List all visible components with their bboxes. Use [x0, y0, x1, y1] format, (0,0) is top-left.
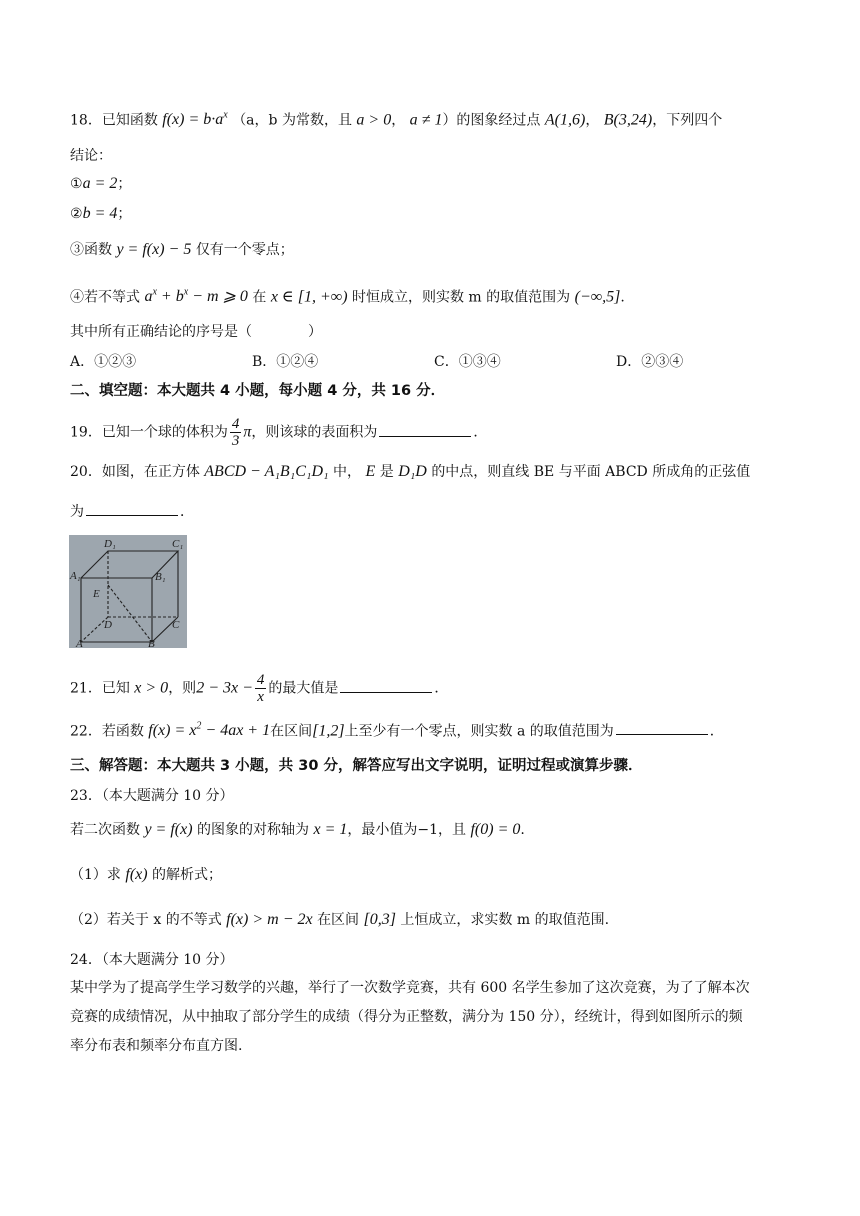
q18-c4-text: ④若不等式 — [70, 289, 140, 306]
q18-c4-inequality: $a^x + b^x - m$ ⩾ 0 — [144, 287, 248, 306]
q24-line2: 竞赛的成绩情况，从中抽取了部分学生的成绩（得分为正整数，满分为 150 分），经统计，得到如图所示的频 — [70, 1009, 743, 1025]
q21 — [70, 672, 448, 705]
q19-answer-blank[interactable] — [379, 422, 471, 437]
q23-math: f(0) = 0 — [470, 821, 521, 838]
q18-point-b: B(3,24) — [603, 111, 653, 129]
q21-condition: x > 0 — [134, 679, 169, 697]
q23-math: x = 1 — [313, 821, 348, 838]
q21-text: 21．已知 — [70, 680, 130, 697]
q23-p1-math: f(x) — [125, 866, 148, 883]
section-2-heading: 二、填空题：本大题共 4 小题，每小题 4 分，共 16 分． — [70, 383, 446, 399]
label-b: B — [148, 638, 155, 648]
q20-line1 — [70, 462, 750, 482]
q19-text: 19．已知一个球的体积为 — [70, 424, 228, 441]
q23-text: ，最小值为−1，且 — [347, 822, 467, 838]
q20-point-e: E — [365, 463, 376, 480]
q18-c2-mark: ② — [70, 206, 83, 222]
q21-answer-blank[interactable] — [340, 678, 432, 693]
q22-function: $f(x) = x^2 - 4ax + 1$ — [148, 721, 271, 740]
q21-expression: 2 − 3x − — [196, 679, 253, 697]
q23-p2-text: 上恒成立，求实数 m 的取值范围. — [400, 912, 610, 928]
q24-line1: 某中学为了提高学生学习数学的兴趣，举行了一次数学竞赛，共有 600 名学生参加了这次竞赛，为了了解本次 — [70, 980, 750, 996]
q21-end: ． — [434, 680, 449, 697]
q18-function: $f(x) = b\cdot a^x$ — [162, 110, 228, 129]
q18-conclusion-4 — [70, 283, 625, 307]
q20-text: 是 — [379, 464, 394, 480]
q18-math: a > 0 — [356, 111, 392, 129]
q18-text: ）的图象经过点 — [442, 112, 541, 129]
q22-answer-blank[interactable] — [616, 720, 708, 735]
q18-conclusion-2 — [70, 204, 131, 224]
label-c: C — [172, 619, 180, 631]
q18-c2-math: b = 4 — [82, 205, 118, 222]
q18-text: ， — [585, 112, 600, 129]
q18-text: （a，b 为常数，且 — [232, 112, 352, 129]
q18-c4-domain: x ∈ [1, +∞) — [270, 288, 348, 306]
q23-text: 若二次函数 — [70, 822, 140, 838]
q18-math: a ≠ 1 — [409, 111, 443, 129]
q21-text: 的最大值是 — [268, 680, 339, 697]
q23-p1-text: 的解析式； — [152, 867, 223, 883]
q18-c1-end: ； — [117, 176, 132, 192]
q18-ask: 其中所有正确结论的序号是（ ） — [70, 324, 322, 340]
q22-text: 上至少有一个零点，则实数 a 的取值范围为 — [344, 723, 614, 740]
q23-math: y = f(x) — [144, 821, 193, 838]
q18-c4-text: 在 — [252, 289, 267, 306]
cube-diagram — [69, 535, 187, 648]
label-c1: C₁ — [172, 538, 184, 550]
q23-p2-math: f(x) > m − 2x — [226, 911, 313, 928]
q23-text: . — [520, 822, 525, 838]
q20-text: 20．如图，在正方体 — [70, 464, 200, 480]
q18-c1-math: a = 2 — [82, 175, 118, 192]
label-a1: A₁ — [70, 570, 81, 582]
q18-c4-text: 时恒成立，则实数 m 的取值范围为 — [351, 289, 571, 306]
q22-interval: [1,2] — [312, 722, 345, 740]
q23-head: 23．（本大题满分 10 分） — [70, 788, 234, 804]
q19-text: ，则该球的表面积为 — [251, 424, 378, 441]
q18-c3-text: 仅有一个零点； — [195, 242, 294, 258]
cube-figure — [69, 535, 187, 648]
q20-line2 — [70, 501, 194, 522]
q22-text: 22．若函数 — [70, 723, 144, 740]
q20-answer-blank[interactable] — [86, 501, 178, 516]
section-3-heading: 三、解答题：本大题共 3 小题，共 30 分，解答应写出文字说明，证明过程或演算步骤． — [70, 758, 643, 774]
q18-c4-end: . — [620, 289, 625, 306]
q18-conclusion-1 — [70, 174, 131, 194]
q18-line2: 结论： — [70, 148, 112, 164]
q18-line1 — [70, 106, 722, 130]
q18-option-a[interactable]: A．①②③ — [70, 354, 137, 370]
q23-p2-text: 在区间 — [317, 912, 360, 928]
q20-text: 的中点，则直线 BE 与平面 ABCD 所成角的正弦值 — [431, 464, 751, 480]
q19-end: ． — [473, 424, 488, 441]
label-b1: B₁ — [155, 571, 166, 583]
q20-end: ． — [180, 504, 194, 520]
q21-fraction: $\frac{4}{x}$ — [256, 672, 265, 705]
q21-text: ，则 — [168, 680, 197, 697]
label-e: E — [93, 588, 100, 600]
q20-segment: D₁D — [398, 463, 427, 480]
q23-text: 的图象的对称轴为 — [197, 822, 310, 838]
q22-end: ． — [709, 723, 724, 740]
q18-c2-end: ； — [117, 206, 132, 222]
q18-text: 18．已知函数 — [70, 112, 158, 129]
q18-text: ， — [391, 112, 406, 129]
q18-point-a: A(1,6) — [544, 111, 586, 129]
q23-statement — [70, 820, 525, 840]
q18-c4-range: (−∞,5] — [574, 288, 621, 306]
q23-p1-text: （1）求 — [70, 867, 121, 883]
q24-line3: 率分布表和频率分布直方图. — [70, 1038, 243, 1054]
label-d1: D₁ — [104, 538, 116, 550]
q20-text: 为 — [70, 504, 84, 520]
q18-conclusion-3 — [70, 240, 294, 260]
label-d: D — [104, 619, 112, 631]
q23-part-1 — [70, 865, 222, 885]
q18-c3-math: y = f(x) − 5 — [116, 241, 192, 258]
q19-pi: π — [243, 423, 252, 441]
q24-head: 24．（本大题满分 10 分） — [70, 952, 234, 968]
q23-part-2 — [70, 910, 609, 930]
q23-p2-interval: [0,3] — [363, 911, 396, 928]
q20-text: 中， — [333, 464, 362, 480]
label-a: A — [76, 638, 83, 648]
q18-option-d[interactable]: D．②③④ — [616, 354, 684, 370]
q22 — [70, 717, 724, 741]
q18-c1-mark: ① — [70, 176, 83, 192]
q18-option-c[interactable]: C．①③④ — [434, 354, 501, 370]
q23-p2-text: （2）若关于 x 的不等式 — [70, 912, 222, 928]
q18-option-b[interactable]: B．①②④ — [252, 354, 319, 370]
q19 — [70, 416, 487, 449]
q18-c3-text: ③函数 — [70, 242, 112, 258]
q20-cube: ABCD − A₁B₁C₁D₁ — [204, 463, 329, 480]
q22-text: 在区间 — [270, 723, 313, 740]
q19-fraction: $\frac{4}{3}$ — [231, 416, 240, 449]
q18-text: ，下列四个 — [652, 112, 723, 129]
